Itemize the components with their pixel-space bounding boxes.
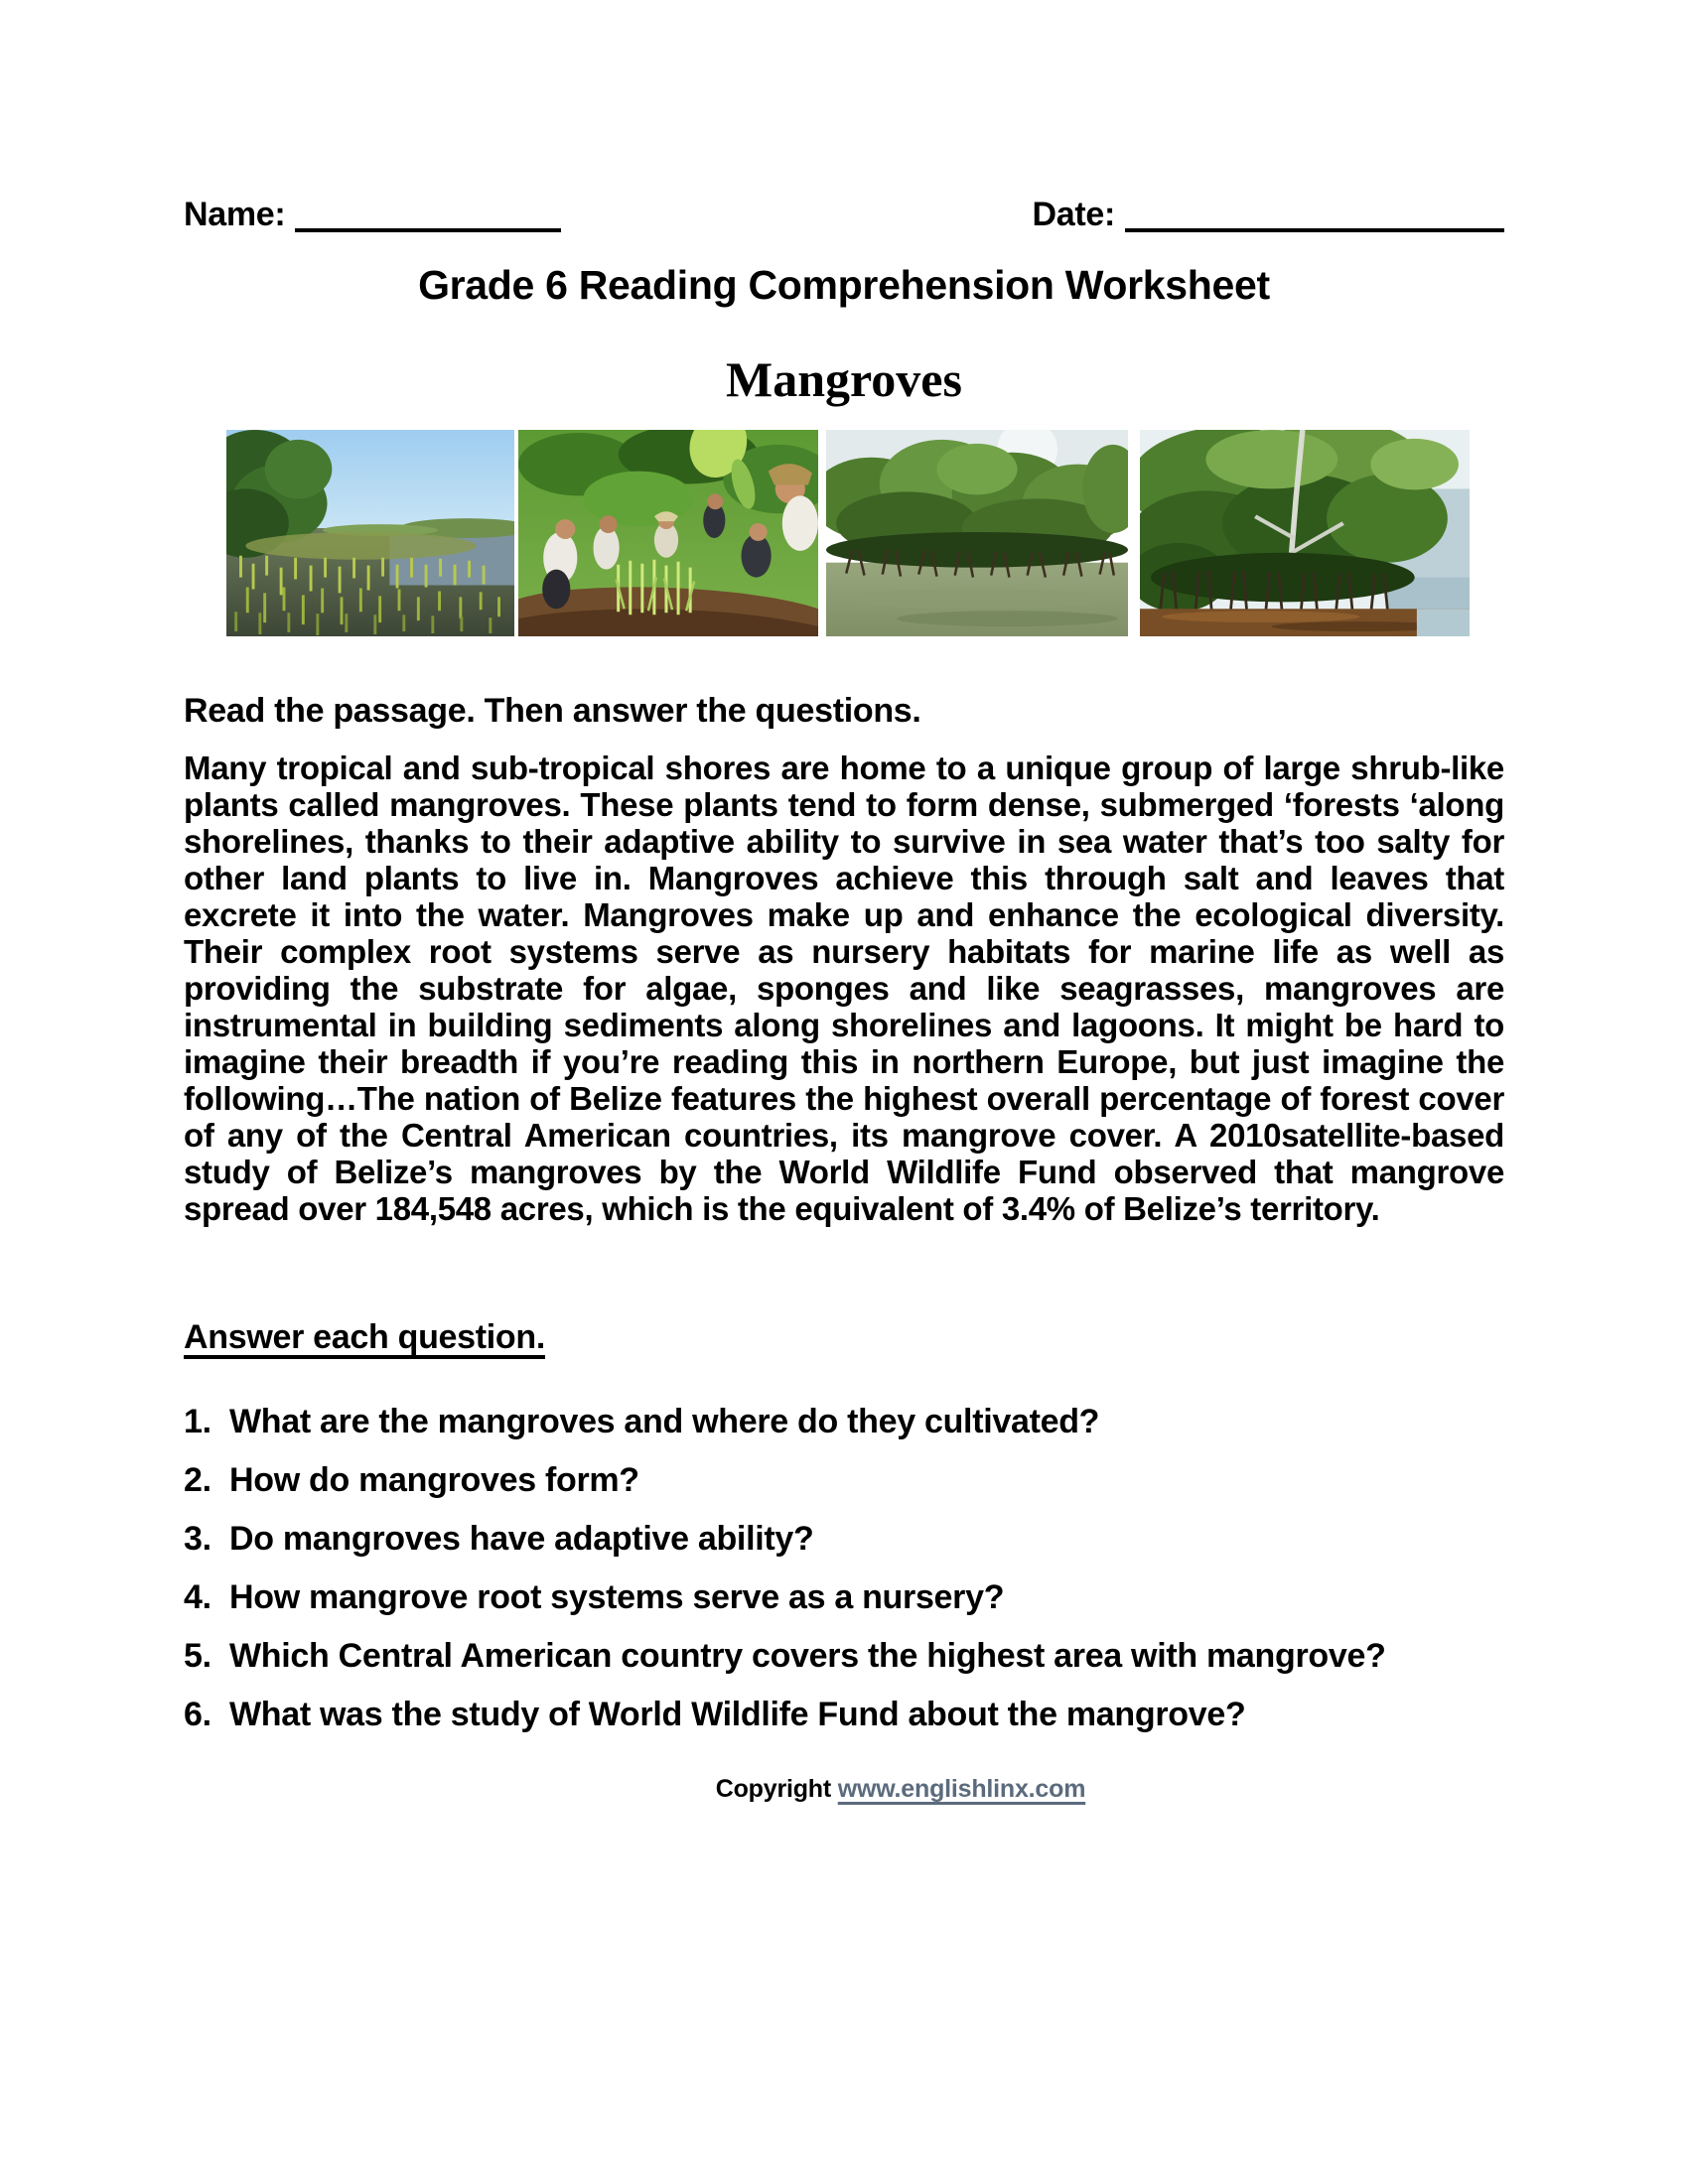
answer-section-heading: Answer each question. xyxy=(184,1318,546,1356)
question-number: 2. xyxy=(184,1461,211,1499)
date-blank-line xyxy=(1125,197,1504,232)
question-number: 1. xyxy=(184,1403,211,1440)
copyright-link[interactable]: www.englishlinx.com xyxy=(837,1775,1086,1803)
copyright-label: Copyright xyxy=(715,1775,831,1803)
question-item-6 xyxy=(184,1696,1504,1733)
passage-title: Mangroves xyxy=(726,351,962,407)
question-number: 4. xyxy=(184,1578,211,1616)
name-label: Name: xyxy=(184,196,286,233)
question-item-3 xyxy=(184,1520,1504,1558)
question-text: How mangrove root systems serve as a nursery? xyxy=(229,1578,1005,1616)
question-text: What are the mangroves and where do they cultivated? xyxy=(229,1403,1100,1440)
question-number: 6. xyxy=(184,1696,211,1733)
question-text: How do mangroves form? xyxy=(229,1461,639,1499)
photo-mangrove-tree-roots-water xyxy=(1140,430,1470,636)
date-label: Date: xyxy=(1032,196,1115,233)
question-text: Do mangroves have adaptive ability? xyxy=(229,1520,814,1558)
question-item-5 xyxy=(184,1637,1504,1675)
question-item-4 xyxy=(184,1578,1504,1616)
question-text: What was the study of World Wildlife Fund about the mangrove? xyxy=(229,1696,1246,1733)
passage-text: Many tropical and sub-tropical shores are home to a unique group of large shrub-like plants called mangroves. These plants tend to form dense, submerged ‘forests ‘along shorelines, thanks to their adaptive ability to survive in sea water that’s too salty for other land plants to live in. Mangroves achieve this through salt and leaves that excrete it into the water. Mangroves make up and enhance the ecological diversity. Their complex root systems serve as nursery habitats for marine life as well as providing the substrate for algae, sponges and like seagrasses, mangroves are instrumental in building sediments along shorelines and lagoons. It might be hard to imagine their breadth if you’re reading this in northern Europe, but just imagine the following…The nation of Belize features the highest overall percentage of forest cover of any of the Central American countries, its mangrove cover. A 2010satellite-based study of Belize’s mangroves by the World Wildlife Fund observed that mangrove spread over 184,548 acres, which is the equivalent of 3.4% of Belize’s territory. xyxy=(184,750,1504,1227)
question-number: 5. xyxy=(184,1637,211,1675)
question-number: 3. xyxy=(184,1520,211,1558)
copyright xyxy=(240,1775,1561,1804)
question-list xyxy=(184,1403,1504,1733)
photo-mangrove-seedlings-marsh xyxy=(226,430,514,636)
worksheet-title: Grade 6 Reading Comprehension Worksheet xyxy=(418,262,1270,308)
photo-people-planting-mangroves xyxy=(518,430,818,636)
name-blank-line xyxy=(295,197,561,232)
photo-row xyxy=(226,430,1504,636)
name-field xyxy=(184,197,561,232)
question-item-2 xyxy=(184,1461,1504,1499)
name-date-row xyxy=(184,197,1504,232)
question-text: Which Central American country covers the highest area with mangrove? xyxy=(229,1637,1386,1675)
photo-mangrove-forest-river xyxy=(826,430,1128,636)
instructions-text: Read the passage. Then answer the questions. xyxy=(184,692,921,730)
question-item-1 xyxy=(184,1403,1504,1440)
date-field xyxy=(1032,197,1504,232)
